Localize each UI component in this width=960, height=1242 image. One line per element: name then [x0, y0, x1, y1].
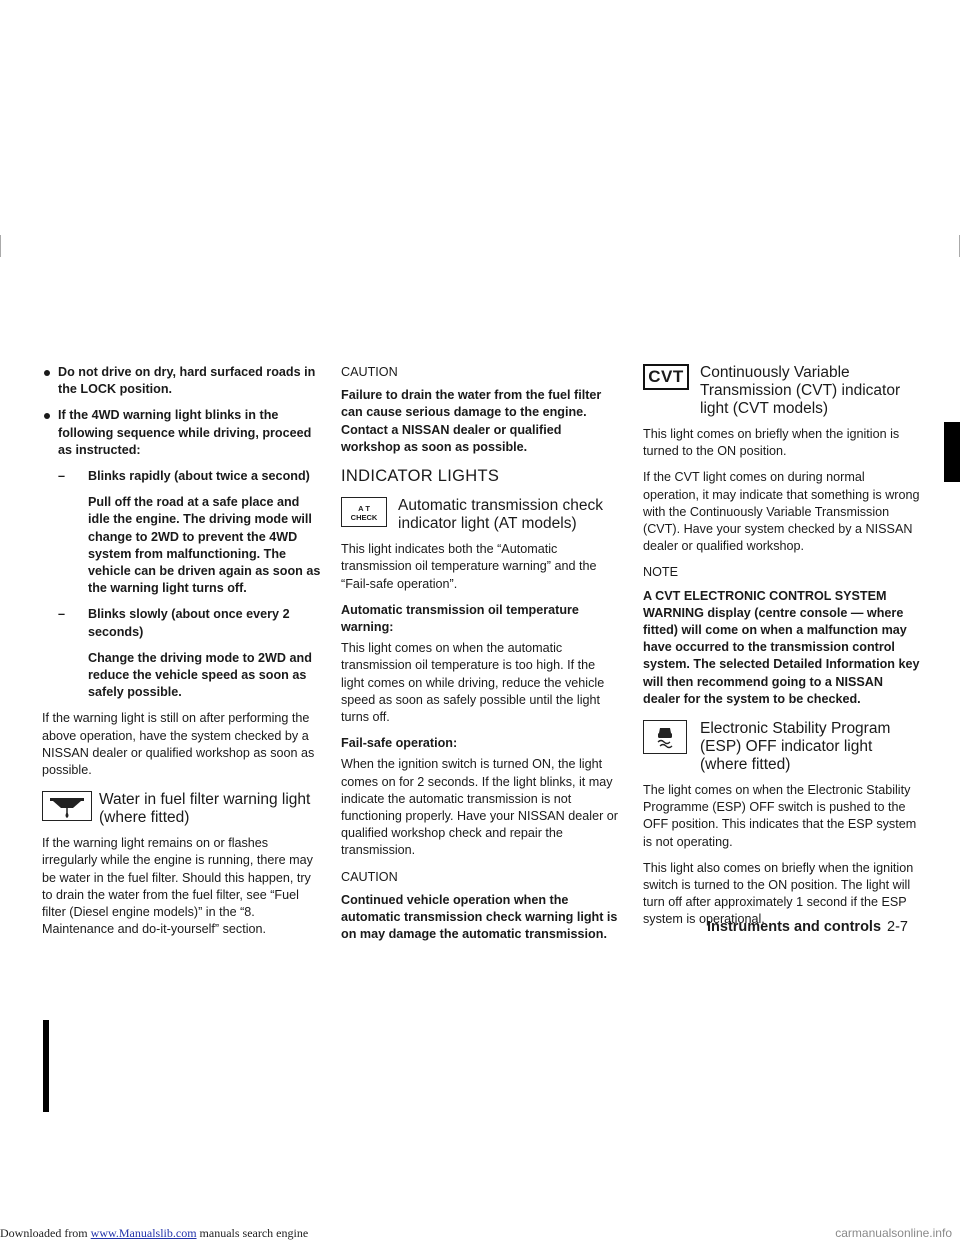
dash-item [42, 468, 322, 485]
bullet-item [42, 407, 322, 459]
esp-off-heading [643, 720, 923, 774]
page-footer [707, 919, 908, 935]
icon-label: CHECK [350, 513, 378, 523]
paragraph: If the warning light is still on after performing the above operation, have the system checked by a NISSAN dealer or qualified workshop as soon as possible. [42, 711, 315, 778]
sub-heading: Fail-safe operation: [341, 736, 458, 751]
caution-text: Continued vehicle operation when the automatic transmission check warning light is on may damage the automatic transmission. [341, 892, 618, 942]
icon-label: A T [358, 504, 370, 514]
crop-mark-left [0, 235, 1, 257]
download-banner [0, 1226, 308, 1241]
cvt-icon: CVT [643, 364, 689, 390]
indicator-title: Automatic transmission check indicator light (AT models) [398, 497, 604, 533]
note-text: A CVT ELECTRONIC CONTROL SYSTEM WARNING display (centre console — where fitted) will come on when a malfunction may have occurred to the transmission control system. The selected Detailed Information key will then recommend going to a NISSAN dealer for the system to be checked. [643, 588, 920, 706]
footer-section: Instruments and controls [707, 919, 882, 935]
banner-suffix: manuals search engine [196, 1226, 309, 1240]
caution-label: CAUTION [341, 365, 398, 379]
dash-mark: – [58, 607, 66, 622]
chapter-tab [944, 422, 960, 482]
indicator-title: Water in fuel filter warning light (where fitted) [99, 791, 311, 827]
page-marker-bar [43, 1020, 49, 1112]
dash-body: Pull off the road at a safe place and idle the engine. The driving mode will change to 2WD to prevent the 4WD system from malfunctioning. The vehicle can be driven again as soon as the warning light turns off. [88, 495, 321, 596]
cvt-heading [643, 364, 923, 418]
watermark: carmanualsonline.info [835, 1226, 952, 1240]
section-title: INDICATOR LIGHTS [341, 467, 500, 486]
caution-text: Failure to drain the water from the fuel filter can cause serious damage to the engine. Contact a NISSAN dealer or qualified workshop as soon as possible. [341, 388, 602, 454]
bullet-icon [44, 413, 50, 419]
banner-prefix: Downloaded from [0, 1226, 91, 1240]
dash-mark: – [58, 469, 66, 484]
bullet-text: If the 4WD warning light blinks in the following sequence while driving, proceed as instructed: [58, 408, 312, 457]
bullet-item [42, 364, 322, 398]
at-check-icon [341, 497, 387, 527]
column-middle [341, 364, 621, 952]
paragraph: This light comes on when the automatic transmission oil temperature is too high. If the light comes on while driving, reduce the vehicle speed as soon as safely possible until the light turns off. [341, 641, 605, 725]
dash-item [42, 606, 322, 640]
water-filter-heading [42, 791, 322, 827]
manualslib-link[interactable]: www.Manualslib.com [90, 1226, 197, 1240]
page-number: 2-7 [887, 919, 908, 935]
dash-body: Change the driving mode to 2WD and reduce the vehicle speed as soon as safely possible. [88, 650, 312, 700]
paragraph: When the ignition switch is turned ON, the light comes on for 2 seconds. If the light blinks, it may indicate the automatic transmission is not functioning properly. Have your NISSAN dealer or qualified workshop check and repair the transmission. [341, 757, 618, 858]
paragraph: This light indicates both the “Automatic transmission oil temperature warning” and the “Fail-safe operation”. [341, 542, 597, 591]
bullet-text: Do not drive on dry, hard surfaced roads in the LOCK position. [58, 365, 316, 397]
bullet-icon [44, 370, 50, 376]
dash-heading: Blinks slowly (about once every 2 seconds) [88, 607, 290, 639]
paragraph: The light comes on when the Electronic Stability Programme (ESP) OFF switch is pushed to the OFF position. This indicates that the ESP system is not operating. [643, 783, 917, 849]
paragraph: If the warning light remains on or flashes irregularly while the engine is running, there may be water in the fuel filter. Should this happen, try to drain the water from the fuel filter, see “Fuel filter (Diesel engine models)” in the “8. Maintenance and do-it-yourself” section. [42, 836, 313, 937]
indicator-title: Continuously Variable Transmission (CVT) indicator light (CVT models) [700, 364, 901, 417]
column-right [643, 364, 923, 938]
paragraph: This light comes on briefly when the ignition is turned to the ON position. [643, 427, 900, 459]
column-left [42, 364, 322, 947]
note-label: NOTE [643, 565, 678, 580]
dash-heading: Blinks rapidly (about twice a second) [88, 469, 310, 484]
paragraph: If the CVT light comes on during normal operation, it may indicate that something is wrong with the Continuously Variable Transmission (CVT). Have your system checked by a NISSAN dealer or qualified workshop. [643, 470, 920, 554]
caution-label: CAUTION [341, 869, 398, 884]
paragraph: This light also comes on briefly when the ignition switch is turned to the ON position. The light will turn off after approximately 1 second if the ESP system is operational. [643, 860, 914, 927]
at-check-heading [341, 497, 621, 533]
indicator-title: Electronic Stability Program (ESP) OFF indicator light (where fitted) [700, 720, 891, 774]
esp-off-icon [643, 720, 687, 754]
water-in-fuel-filter-icon [42, 791, 92, 821]
sub-heading: Automatic transmission oil temperature warning: [341, 602, 579, 635]
